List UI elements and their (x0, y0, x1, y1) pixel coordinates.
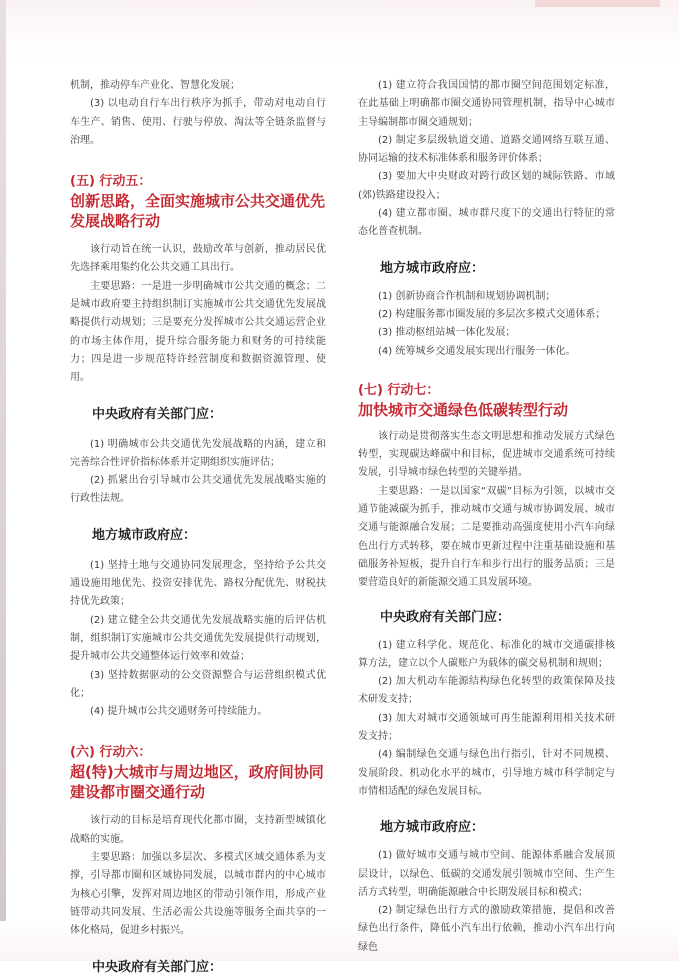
action6-local-heading: 地方城市政府应： (380, 260, 485, 276)
action5-heading (70, 172, 326, 231)
list-item: (2) 抓紧出台引导城市公共交通优先发展战略实施的行政性法规。 (70, 475, 326, 505)
page-left-edge (0, 0, 6, 961)
paragraph: 机制，推动停车产业化、智慧化发展； (70, 80, 240, 91)
list-item: (3) 要加大中央财政对跨行政区划的城际铁路、市域(郊)铁路建设投入； (358, 171, 615, 201)
list-item: (1) 建立符合我国国情的都市圈空间范围划定标准，在此基础上明确都市圈交通协同管理机制，指导中心城市主导编制都市圈交通规划； (358, 80, 615, 128)
list-item: (2) 建立健全公共交通优先发展战略实施的后评估机制，组织制订实施城市公共交通优先发展提供行动规划，提升城市公共交通整体运行效率和效益； (70, 614, 326, 663)
list-item: (3) 推动枢纽站城一体化发展； (378, 327, 516, 339)
action6-ideas: 主要思路：加强以多层次、多模式区域交通体系为支撑，引导都市圈和区域协同发展，以城市群内的中心城市为核心引擎，发挥对周边地区的带动引领作用，形成产业链带动共同发展、生活必需公共设施等服务全面共享的一体化格局，促进乡村振兴。 (70, 852, 326, 937)
list-item: (2) 制定多层级轨道交通、道路交通网络互联互通、协同运输的技术标准体系和服务评价体系； (358, 134, 615, 165)
list-item: (1) 做好城市交通与城市空间、能源体系融合发展顶层设计，以绿色、低碳的交通发展引领城市空间、生产生活方式转型，明确能源融合中长期发展目标和模式； (358, 850, 615, 898)
action7-number: (七) 行动七： (358, 382, 440, 398)
page-tab-marker (535, 0, 660, 7)
action5-number: (五) 行动五： (70, 174, 152, 190)
list-item: (3) 坚持数据驱动的公交资源整合与运营组织模式优化； (70, 669, 326, 699)
list-item: (3) 加大对城市交通领域可再生能源利用相关技术研发支持； (358, 712, 615, 743)
action6-title: 超(特)大城市与周边地区，政府间协同建设都市圈交通行动 (70, 763, 324, 802)
action6-heading (70, 743, 326, 802)
list-item: (4) 编制绿色交通与绿色出行指引，针对不同规模、发展阶段、机动化水平的城市，引导地方城市科学制定与市情相适配的绿色发展目标。 (358, 749, 615, 797)
list-item: (4) 提升城市公共交通财务可持续能力。 (90, 706, 268, 718)
list-item: (1) 建立科学化、规范化、标准化的城市交通碳排核算方法，建立以个人碳账户为载体的碳交易机制和规则； (358, 639, 615, 669)
action7-heading (358, 381, 615, 420)
page-top-shade (0, 0, 679, 60)
list-item: (1) 坚持土地与交通协同发展理念，坚持给予公共交通设施用地优先、投资安排优先、路权分配优先、财税扶持优先政策； (70, 559, 326, 608)
action7-local-heading: 地方城市政府应： (380, 820, 485, 836)
list-item: (4) 统筹城乡交通发展实现出行服务一体化。 (378, 345, 576, 357)
action6-central-heading: 中央政府有关部门应： (92, 959, 223, 975)
action7-title: 加快城市交通绿色低碳转型行动 (358, 400, 569, 419)
action5-central-heading: 中央政府有关部门应： (92, 406, 223, 422)
action7-goal: 该行动是贯彻落实生态文明思想和推动发展方式绿色转型，实现碳达峰碳中和目标，促进城市交通系统可持续发展，引导城市绿色转型的关键举措。 (358, 430, 615, 479)
action5-ideas: 主要思路：一是进一步明确城市公共交通的概念；二是城市政府要主持组织制订实施城市公共交通优先发展战略提供行动规划；三是要充分发挥城市公共交通运营企业的市场主体作用，提升综合服务能力和财务的可持续能力；四是进一步规范特许经营制度和数据资源管理、使用。 (70, 280, 326, 384)
list-item: (2) 制定绿色出行方式的激励政策措施，提倡和改善绿色出行条件，降低小汽车出行依赖，推动小汽车出行向绿色 (358, 905, 615, 953)
list-item: (2) 加大机动车能源结构绿色化转型的政策保障及技术研发支持； (358, 676, 615, 706)
action5-title: 创新思路，全面实施城市公共交通优先发展战略行动 (70, 192, 326, 231)
list-item: (1) 创新协商合作机制和规划协调机制； (378, 290, 556, 302)
action5-local-heading: 地方城市政府应： (92, 527, 197, 543)
action7-central-heading: 中央政府有关部门应： (380, 609, 511, 625)
list-item: (1) 明确城市公共交通优先发展战略的内涵，建立和完善综合性评价指标体系并定期组织实施评估； (70, 438, 326, 468)
action6-number: (六) 行动六： (70, 745, 152, 761)
list-item: (2) 构建服务都市圈发展的多层次多模式交通体系； (378, 308, 606, 320)
list-item: (4) 建立都市圈、城市群尺度下的交通出行特征的常态化普查机制。 (358, 208, 615, 238)
left-column (70, 77, 326, 977)
right-column (358, 77, 615, 957)
action5-goal: 该行动旨在统一认识，鼓励改革与创新，推动居民优先选择乘用集约化公共交通工具出行。 (70, 244, 326, 274)
action6-goal: 该行动的目标是培育现代化都市圈，支持新型城镇化战略的实施。 (70, 815, 326, 845)
paragraph: (3) 以电动自行车出行秩序为抓手，带动对电动自行车生产、销售、使用、行驶与停放、淘汰等全链条监督与治理。 (70, 98, 326, 146)
action7-ideas: 主要思路：一是以国家“双碳”目标为引领，以城市交通节能减碳为抓手，推动城市交通与城市协调发展、城市交通与能源融合发展；二是要推动高强度使用小汽车向绿色出行方式转移，要在城市更新过程中注重基础设施和基础服务补短板，提升自行车和步行出行的服务品质；三是要营造良好的新能源交通工具发展环境。 (358, 485, 615, 589)
